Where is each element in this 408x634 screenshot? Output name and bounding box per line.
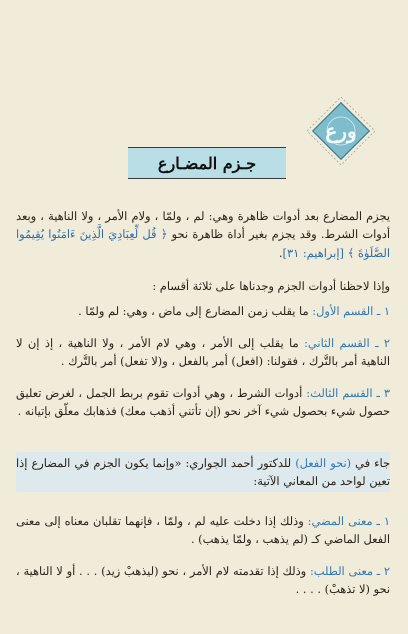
meaning-2	[16, 562, 390, 599]
quote-book: (نحو الفعل)	[295, 456, 352, 470]
section-2	[16, 334, 390, 371]
quote-paragraph	[16, 454, 390, 491]
section-2-label: ٢ ـ القسم الثاني:	[304, 336, 390, 350]
section-2-text: ما يقلب إلى الأمر ، وهي لام الأمر ، ولا الناهية ، إذ إن لا الناهية أمر بالتَّرك ، فقولنا: (افعل) أمر بالفعل ، و(لا تفعل) أمر بالتَّرك .	[16, 336, 390, 369]
intro-end: .	[278, 245, 283, 260]
section-1-text: ما يقلب زمن المضارع إلى ماض ، وهي: لم ولمّا .	[78, 304, 313, 318]
sections-intro: وإذا لاحظنا أدوات الجزم وجدناها على ثلاثة أقسام :	[152, 279, 390, 293]
section-1-label: ١ ـ القسم الأول:	[312, 304, 390, 318]
ornament-label: ورع	[325, 119, 357, 143]
intro-text: يجزم المضارع بعد أدوات ظاهرة وهي: لم ، ولمّا ، ولام الأمر ، ولا الناهية ، وبعد أدوات الشرط. وقد يجزم بغير أداة ظاهرة نحو	[16, 209, 391, 242]
quran-reference: [إبراهيم: ٣١]	[282, 245, 344, 260]
quran-verse: ﴿ قُل لِّعِبَادِيَ الَّذِينَ ءَامَنُوا يُقِيمُوا الصَّلَوٰةَ ﴾	[16, 227, 390, 260]
meaning-2-label: ٢ ـ معنى الطلب:	[309, 564, 391, 578]
quote-post: للدكتور أحمد الجواري: «وإنما يكون الجزم في المضارع إذا تعين لواحد من المعاني الآتية:	[16, 456, 390, 489]
meaning-1-label: ١ ـ معنى المضي:	[307, 514, 390, 528]
page-title: جـزم المضـارع	[157, 153, 257, 173]
title-band	[128, 147, 286, 179]
section-1	[16, 302, 390, 320]
ornament-label-wrap	[302, 92, 380, 170]
meaning-1	[16, 512, 390, 549]
meaning-2-text: وذلك إذا تقدمته لام الأمر ، نحو (ليذهبْ زيد) . . . أو لا الناهية ، نحو (لا تذهبْ) . . . .	[16, 564, 390, 597]
intro-paragraph	[16, 207, 390, 262]
section-3-label: ٣ ـ القسم الثالث:	[306, 386, 390, 400]
meaning-1-text: وذلك إذا دخلت عليه لم ، ولمّا ، فإنهما تقلبان معناه إلى معنى الفعل الماضي كـ (لم يذهب ، ولمّا يذهب) .	[16, 514, 390, 547]
quote-pre: جاء في	[351, 456, 390, 470]
section-3	[16, 384, 390, 421]
section-3-text: أدوات الشرط ، وهي أدوات تقوم بربط الجمل ، لغرض تعليق حصول شيء بحصول شيء آخر نحو (إن تأتني أذهب معك) فذهابك معلّق بإتيانه .	[16, 386, 390, 419]
